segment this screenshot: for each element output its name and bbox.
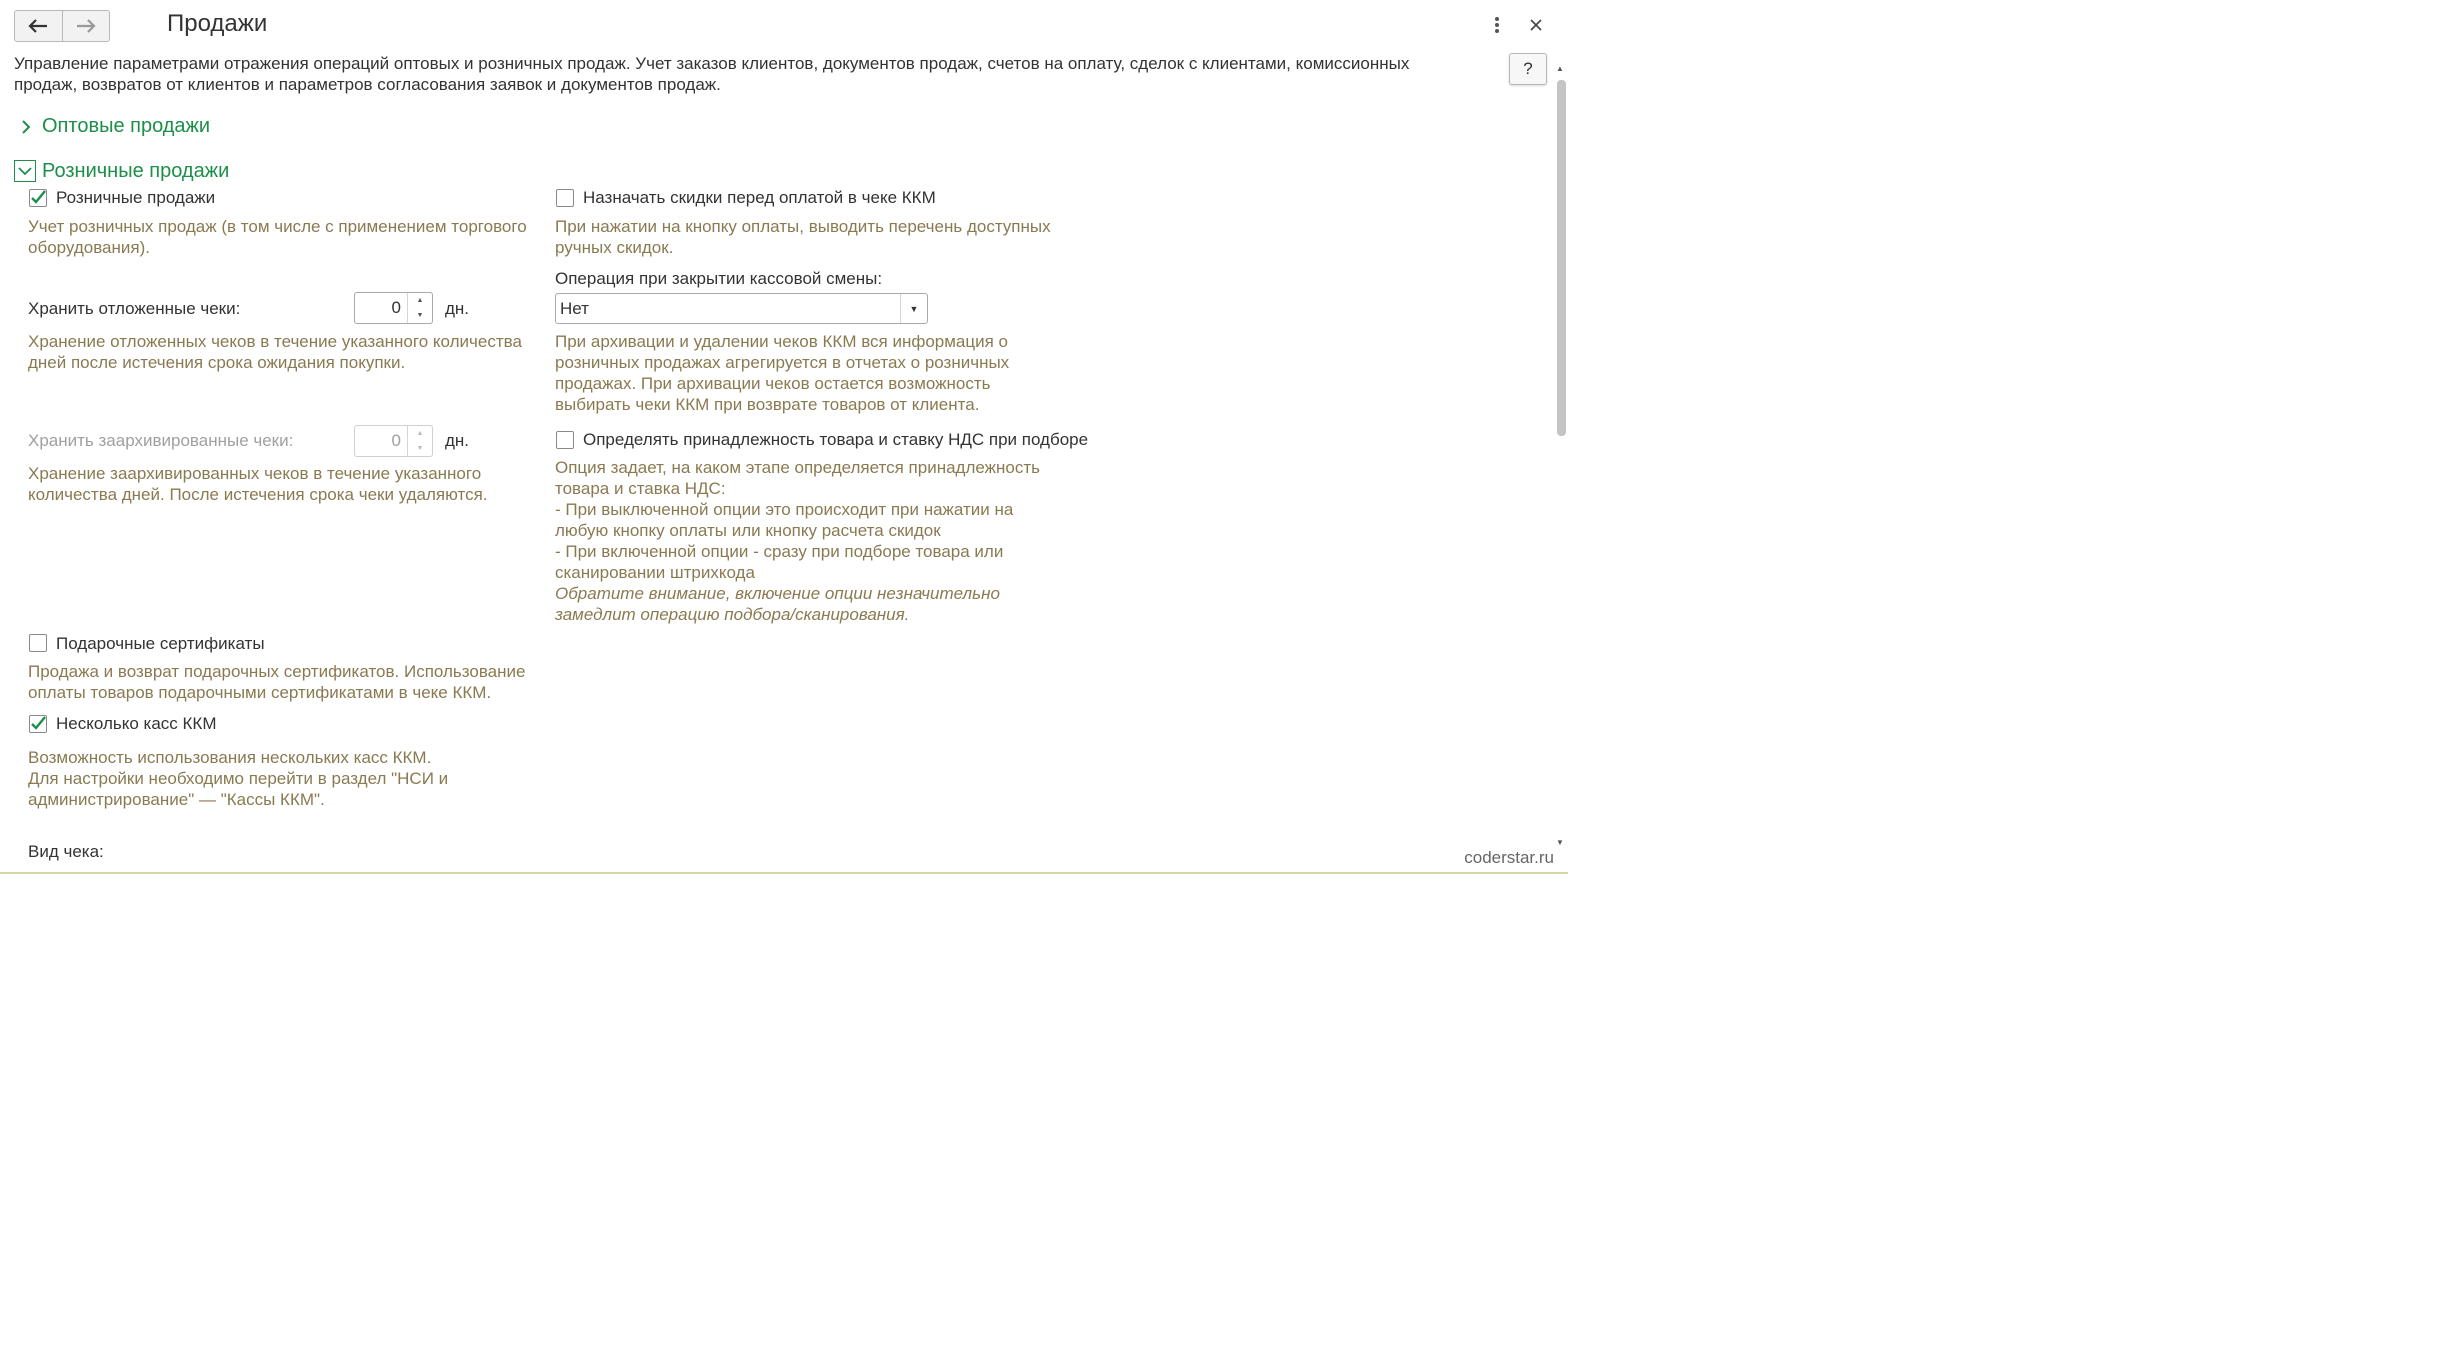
archived-checks-label: Хранить заархивированные чеки:	[28, 431, 294, 450]
arrow-right-icon	[76, 19, 96, 33]
deferred-checks-label: Хранить отложенные чеки:	[28, 299, 241, 318]
wholesale-section-title[interactable]: Оптовые продажи	[42, 115, 211, 137]
shift-close-operation-select[interactable]	[555, 293, 928, 324]
bottom-divider	[0, 872, 1568, 874]
determine-ownership-hint-italic: Обратите внимание, включение опции незначительно замедлит операцию подбора/сканирования.	[555, 584, 1000, 624]
discounts-before-payment-label[interactable]: Назначать скидки перед оплатой в чеке ККМ	[583, 188, 936, 207]
shift-close-operation-value[interactable]: Нет	[560, 299, 589, 318]
increment-icon: ▲	[416, 430, 424, 437]
deferred-checks-input[interactable]	[354, 292, 433, 324]
back-button[interactable]	[15, 11, 62, 41]
multiple-registers-hint-line2: Для настройки необходимо перейти в раздел "НСИ и администрирование" — "Кассы ККМ".	[28, 769, 449, 809]
navigation-buttons	[14, 10, 110, 42]
gift-certificates-checkbox[interactable]	[29, 634, 47, 652]
retail-collapse-toggle[interactable]	[14, 160, 36, 182]
retail-sales-label[interactable]: Розничные продажи	[56, 188, 216, 207]
multiple-registers-checkbox[interactable]	[29, 715, 47, 733]
determine-ownership-hint-line3: - При включенной опции - сразу при подборе товара или сканировании штрихкода	[555, 542, 1004, 582]
archived-checks-value: 0	[391, 431, 401, 450]
forward-button[interactable]	[62, 11, 110, 41]
determine-ownership-hint-line2: - При выключенной опции это происходит при нажатии на любую кнопку оплаты или кнопку расчета скидок	[555, 500, 1014, 540]
multiple-registers-label[interactable]: Несколько касс ККМ	[56, 714, 217, 733]
page-description: Управление параметрами отражения операций оптовых и розничных продаж. Учет заказов клиентов, документов продаж, счетов на оплату, сделок с клиентами, комиссионных продаж, возвратов от клиентов и параметров согласования заявок и документов продаж.	[14, 54, 1410, 94]
dropdown-button[interactable]	[900, 294, 927, 323]
multiple-registers-hint	[28, 747, 498, 810]
scroll-down-icon[interactable]: ▼	[1556, 838, 1564, 847]
determine-ownership-hint-line1: Опция задает, на каком этапе определяется принадлежность товара и ставка НДС:	[555, 458, 1041, 498]
chevron-down-icon: ▼	[909, 303, 919, 314]
deferred-checks-stepper[interactable]	[407, 293, 432, 323]
determine-ownership-hint	[555, 457, 1065, 625]
page-title: Продажи	[167, 10, 268, 37]
chevron-down-icon	[18, 166, 32, 176]
retail-sales-hint: Учет розничных продаж (в том числе с применением торгового оборудования).	[28, 217, 527, 257]
scroll-up-icon[interactable]: ▲	[1556, 64, 1564, 73]
help-button[interactable]: ?	[1509, 53, 1547, 85]
shift-close-operation-label: Операция при закрытии кассовой смены:	[555, 269, 883, 288]
deferred-checks-value[interactable]: 0	[391, 298, 401, 317]
deferred-checks-unit: дн.	[445, 299, 470, 318]
watermark: coderstar.ru	[1464, 848, 1554, 867]
shift-close-operation-hint: При архивации и удалении чеков ККМ вся информация о розничных продажах агрегируется в отчетах о розничных продажах. При архивации чеков остается возможность выбирать чеки ККМ при возврате товаров от клиента.	[555, 332, 1010, 414]
scrollbar-thumb[interactable]	[1557, 80, 1566, 436]
decrement-icon: ▼	[416, 445, 424, 452]
gift-certificates-label[interactable]: Подарочные сертификаты	[56, 634, 265, 653]
close-button[interactable]	[1525, 14, 1547, 36]
arrow-left-icon	[28, 19, 48, 33]
discounts-before-payment-checkbox[interactable]	[556, 189, 574, 207]
checkmark-icon	[30, 716, 46, 732]
checkmark-icon	[30, 190, 46, 206]
determine-ownership-label[interactable]: Определять принадлежность товара и ставку НДС при подборе	[583, 430, 1089, 449]
chevron-right-icon	[20, 117, 32, 137]
close-icon	[1530, 19, 1542, 31]
archived-checks-unit: дн.	[445, 431, 470, 450]
archived-checks-stepper	[407, 426, 432, 456]
multiple-registers-hint-line1: Возможность использования нескольких касс ККМ.	[28, 748, 432, 767]
wholesale-expand-toggle[interactable]	[20, 117, 38, 137]
discounts-before-payment-hint: При нажатии на кнопку оплаты, выводить перечень доступных ручных скидок.	[555, 217, 1051, 257]
retail-section-title[interactable]: Розничные продажи	[42, 160, 230, 182]
more-button[interactable]	[1486, 14, 1508, 36]
more-vertical-icon	[1494, 16, 1500, 34]
determine-ownership-checkbox[interactable]	[556, 431, 574, 449]
deferred-checks-hint: Хранение отложенных чеков в течение указанного количества дней после истечения срока ожидания покупки.	[28, 332, 522, 372]
check-type-label: Вид чека:	[28, 842, 104, 861]
archived-checks-input	[354, 425, 433, 457]
gift-certificates-hint: Продажа и возврат подарочных сертификатов. Использование оплаты товаров подарочными сертификатами в чеке ККМ.	[28, 662, 526, 702]
archived-checks-hint: Хранение заархивированных чеков в течение указанного количества дней. После истечения срока чеки удаляются.	[28, 464, 488, 504]
retail-sales-checkbox[interactable]	[29, 189, 47, 207]
increment-icon[interactable]: ▲	[416, 297, 424, 304]
decrement-icon[interactable]: ▼	[416, 312, 424, 319]
